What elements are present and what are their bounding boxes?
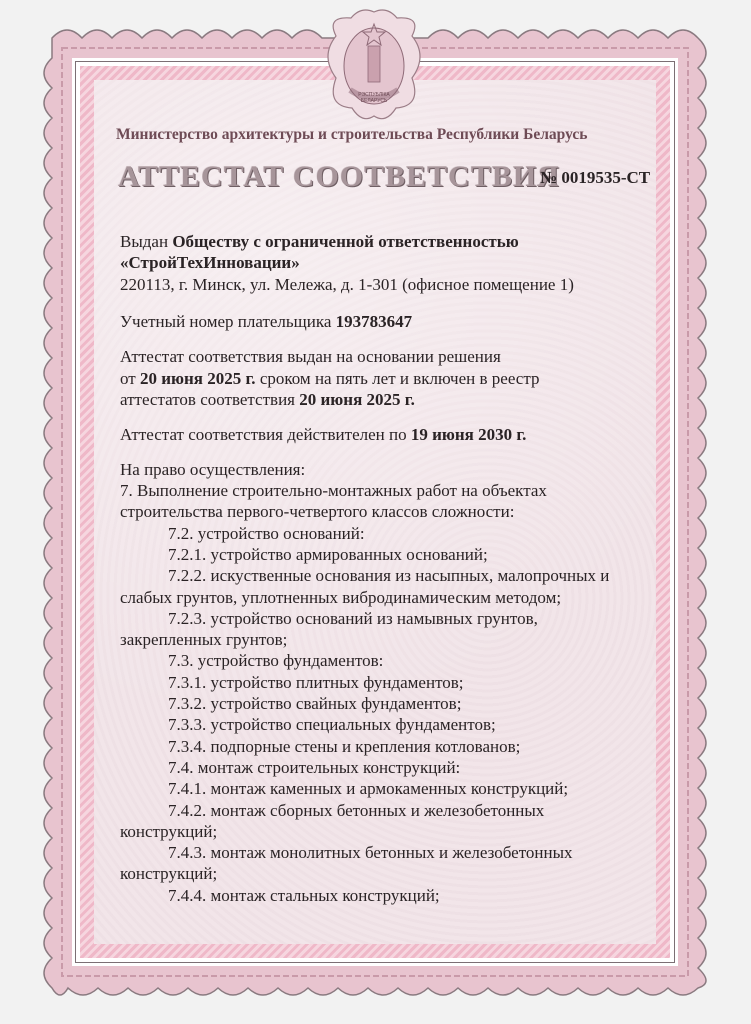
taxpayer-number: 193783647 [335,312,413,331]
scope-item: 7.2.2. искуственные основания из насыпных, малопрочных и [168,566,610,586]
rights-heading: На право осуществления: [120,460,306,479]
company-address: 220113, г. Минск, ул. Мележа, д. 1-301 (офисное помещение 1) [120,275,574,294]
ministry-name: Министерство архитектуры и строительства Республики Беларусь [116,126,588,143]
svg-text:РЭСПУБЛІКА: РЭСПУБЛІКА [358,92,390,98]
company-type: Обществу с ограниченной ответственностью [172,232,519,251]
scope-item: 7.3.3. устройство специальных фундаментов; [168,715,496,735]
basis-line-3: аттестатов соответствия 20 июня 2025 г. [120,390,415,409]
basis-line-2: от 20 июня 2025 г. сроком на пять лет и включен в реестр [120,369,540,388]
state-emblem-icon [316,6,432,124]
company-name: «СтройТехИнновации» [120,253,300,272]
scope-item: конструкций; [120,821,218,841]
scope-item: слабых грунтов, уплотненных вибродинамическим методом; [120,587,562,607]
scope-item: конструкций; [120,864,218,884]
scope-item: строительства первого-четвертого классов сложности: [120,502,515,522]
scope-item: 7.3.4. подпорные стены и крепления котлованов; [168,736,521,756]
scope-item: 7.3.2. устройство свайных фундаментов; [168,694,462,713]
valid-until-date: 19 июня 2030 г. [410,425,527,444]
registry-date: 20 июня 2025 г. [299,390,415,409]
basis-line-1: Аттестат соответствия выдан на основании решения [120,347,501,366]
scope-item: 7.4.1. монтаж каменных и армокаменных конструкций; [168,779,569,799]
validity-line: Аттестат соответствия действителен по 19 июня 2030 г. [120,425,527,444]
scope-item: 7.2.1. устройство армированных оснований; [168,544,488,564]
scope-item: 7. Выполнение строительно-монтажных работ на объектах [120,481,547,500]
scope-item: 7.3.1. устройство плитных фундаментов; [168,672,464,692]
scope-item: 7.2.3. устройство оснований из намывных грунтов, [168,608,538,628]
scope-item: закрепленных грунтов; [120,630,288,650]
scope-item: 7.2. устройство оснований: [168,523,365,543]
scope-item: 7.4.2. монтаж сборных бетонных и железобетонных [168,800,545,820]
scope-item: 7.4.3. монтаж монолитных бетонных и железобетонных [168,843,573,863]
scope-item: 7.4.4. монтаж стальных конструкций; [168,885,440,905]
issued-line: Выдан Обществу с ограниченной ответственностью [120,232,519,251]
certificate-title: АТТЕСТАТ СООТВЕТСТВИЯ [118,160,560,193]
taxpayer-line: Учетный номер плательщика 193783647 [120,312,413,331]
scope-item: 7.3. устройство фундаментов: [168,651,384,671]
scope-item: 7.4. монтаж строительных конструкций: [168,757,461,777]
certificate-number: № 0019535-СТ [540,168,651,187]
svg-text:БЕЛАРУСЬ: БЕЛАРУСЬ [360,98,388,104]
decision-date: 20 июня 2025 г. [139,369,256,388]
